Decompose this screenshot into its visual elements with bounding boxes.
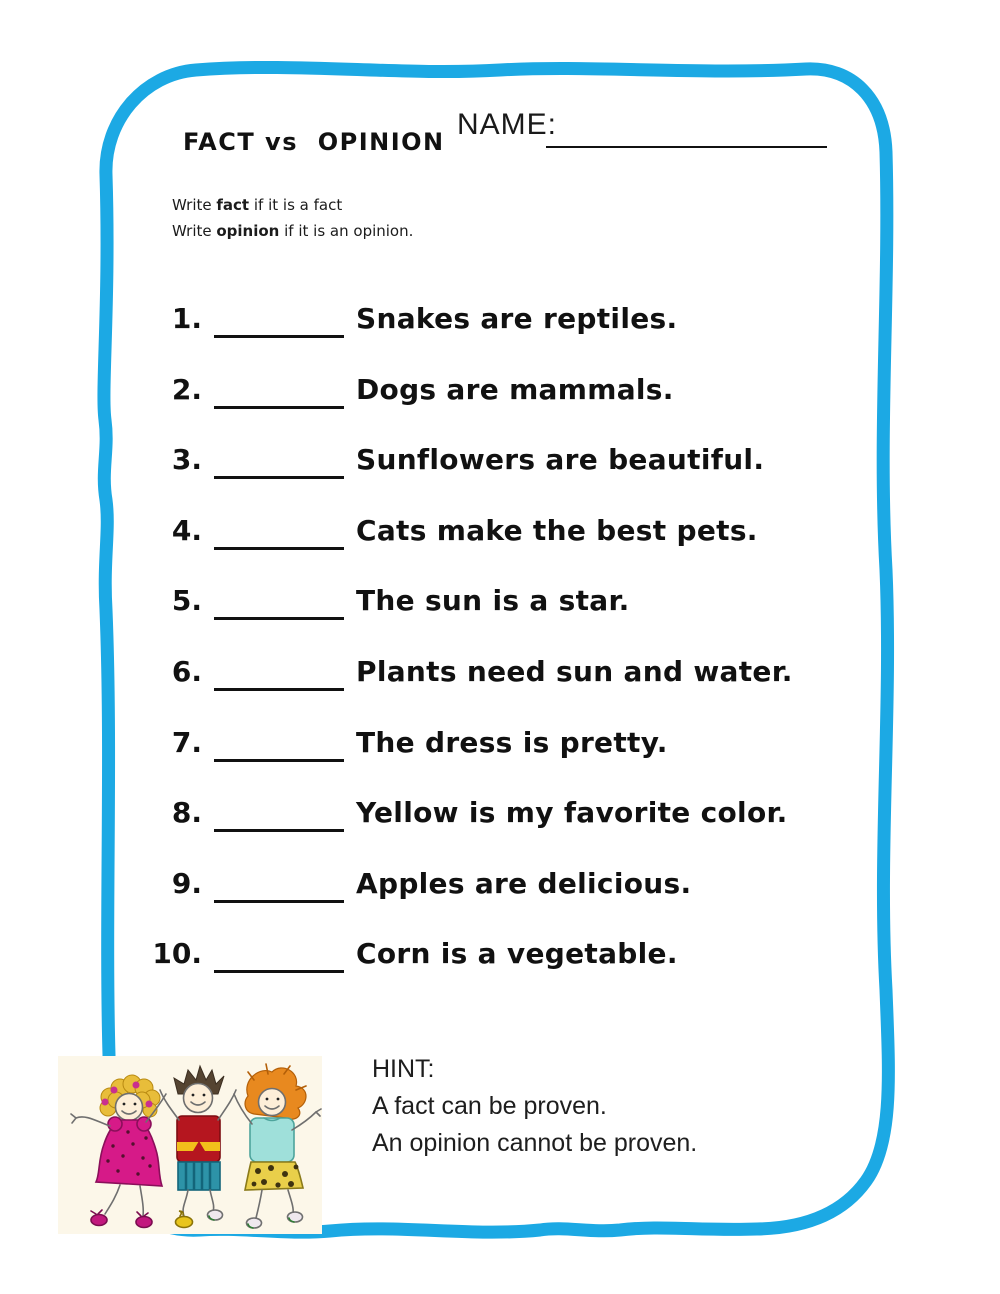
item-number: 8. <box>171 796 202 830</box>
item-sentence: Plants need sun and water. <box>356 654 793 688</box>
item-number: 6. <box>171 654 202 688</box>
worksheet-item <box>138 514 858 585</box>
answer-blank[interactable] <box>214 867 344 903</box>
girl-left <box>71 1075 166 1228</box>
answer-blank[interactable] <box>214 302 344 338</box>
item-number: 2. <box>171 372 202 406</box>
answer-blank[interactable] <box>214 584 344 620</box>
answer-blank[interactable] <box>214 655 344 691</box>
instruction-text: if it is a fact <box>249 196 343 214</box>
worksheet-item <box>138 443 858 514</box>
worksheet-items <box>138 302 858 1008</box>
worksheet-item <box>138 726 858 797</box>
children-illustration <box>58 1056 322 1234</box>
answer-blank[interactable] <box>214 514 344 550</box>
item-number: 7. <box>171 725 202 759</box>
instruction-line-2 <box>172 218 413 244</box>
hint-heading: HINT: <box>372 1055 435 1083</box>
name-input-line[interactable] <box>546 118 827 148</box>
answer-blank[interactable] <box>214 726 344 762</box>
hint-line: An opinion cannot be proven. <box>372 1129 698 1157</box>
hint-block <box>372 1051 697 1162</box>
item-sentence: Sunflowers are beautiful. <box>356 443 765 477</box>
hint-line: A fact can be proven. <box>372 1092 607 1120</box>
instruction-keyword: opinion <box>216 222 280 240</box>
answer-blank[interactable] <box>214 937 344 973</box>
instructions <box>172 192 413 244</box>
worksheet-item <box>138 867 858 938</box>
item-number: 10. <box>152 937 202 971</box>
item-number: 1. <box>171 302 202 335</box>
instruction-text: Write <box>172 196 217 214</box>
item-sentence: Dogs are mammals. <box>356 372 674 406</box>
worksheet-item <box>138 937 858 1008</box>
answer-blank[interactable] <box>214 796 344 832</box>
worksheet-item <box>138 796 858 867</box>
instruction-line-1 <box>172 192 413 218</box>
item-sentence: The sun is a star. <box>356 584 630 618</box>
item-number: 9. <box>171 866 202 900</box>
item-number: 3. <box>171 443 202 477</box>
instruction-keyword: fact <box>216 196 250 214</box>
item-number: 4. <box>171 513 202 547</box>
item-sentence: The dress is pretty. <box>356 725 668 759</box>
worksheet-item <box>138 302 858 373</box>
item-number: 5. <box>171 584 202 618</box>
worksheet-item <box>138 584 858 655</box>
item-sentence: Cats make the best pets. <box>356 513 758 547</box>
item-sentence: Snakes are reptiles. <box>356 302 678 335</box>
instruction-text: if it is an opinion. <box>279 222 414 240</box>
item-sentence: Corn is a vegetable. <box>356 937 678 971</box>
boy-middle <box>160 1066 236 1228</box>
worksheet-item <box>138 373 858 444</box>
page-title: FACT vs OPINION <box>183 128 445 157</box>
item-sentence: Yellow is my favorite color. <box>356 796 788 830</box>
girl-right <box>234 1064 321 1228</box>
instruction-text: Write <box>172 222 217 240</box>
answer-blank[interactable] <box>214 443 344 479</box>
name-label: NAME: <box>457 108 558 141</box>
item-sentence: Apples are delicious. <box>356 866 692 900</box>
worksheet-item <box>138 655 858 726</box>
answer-blank[interactable] <box>214 373 344 409</box>
